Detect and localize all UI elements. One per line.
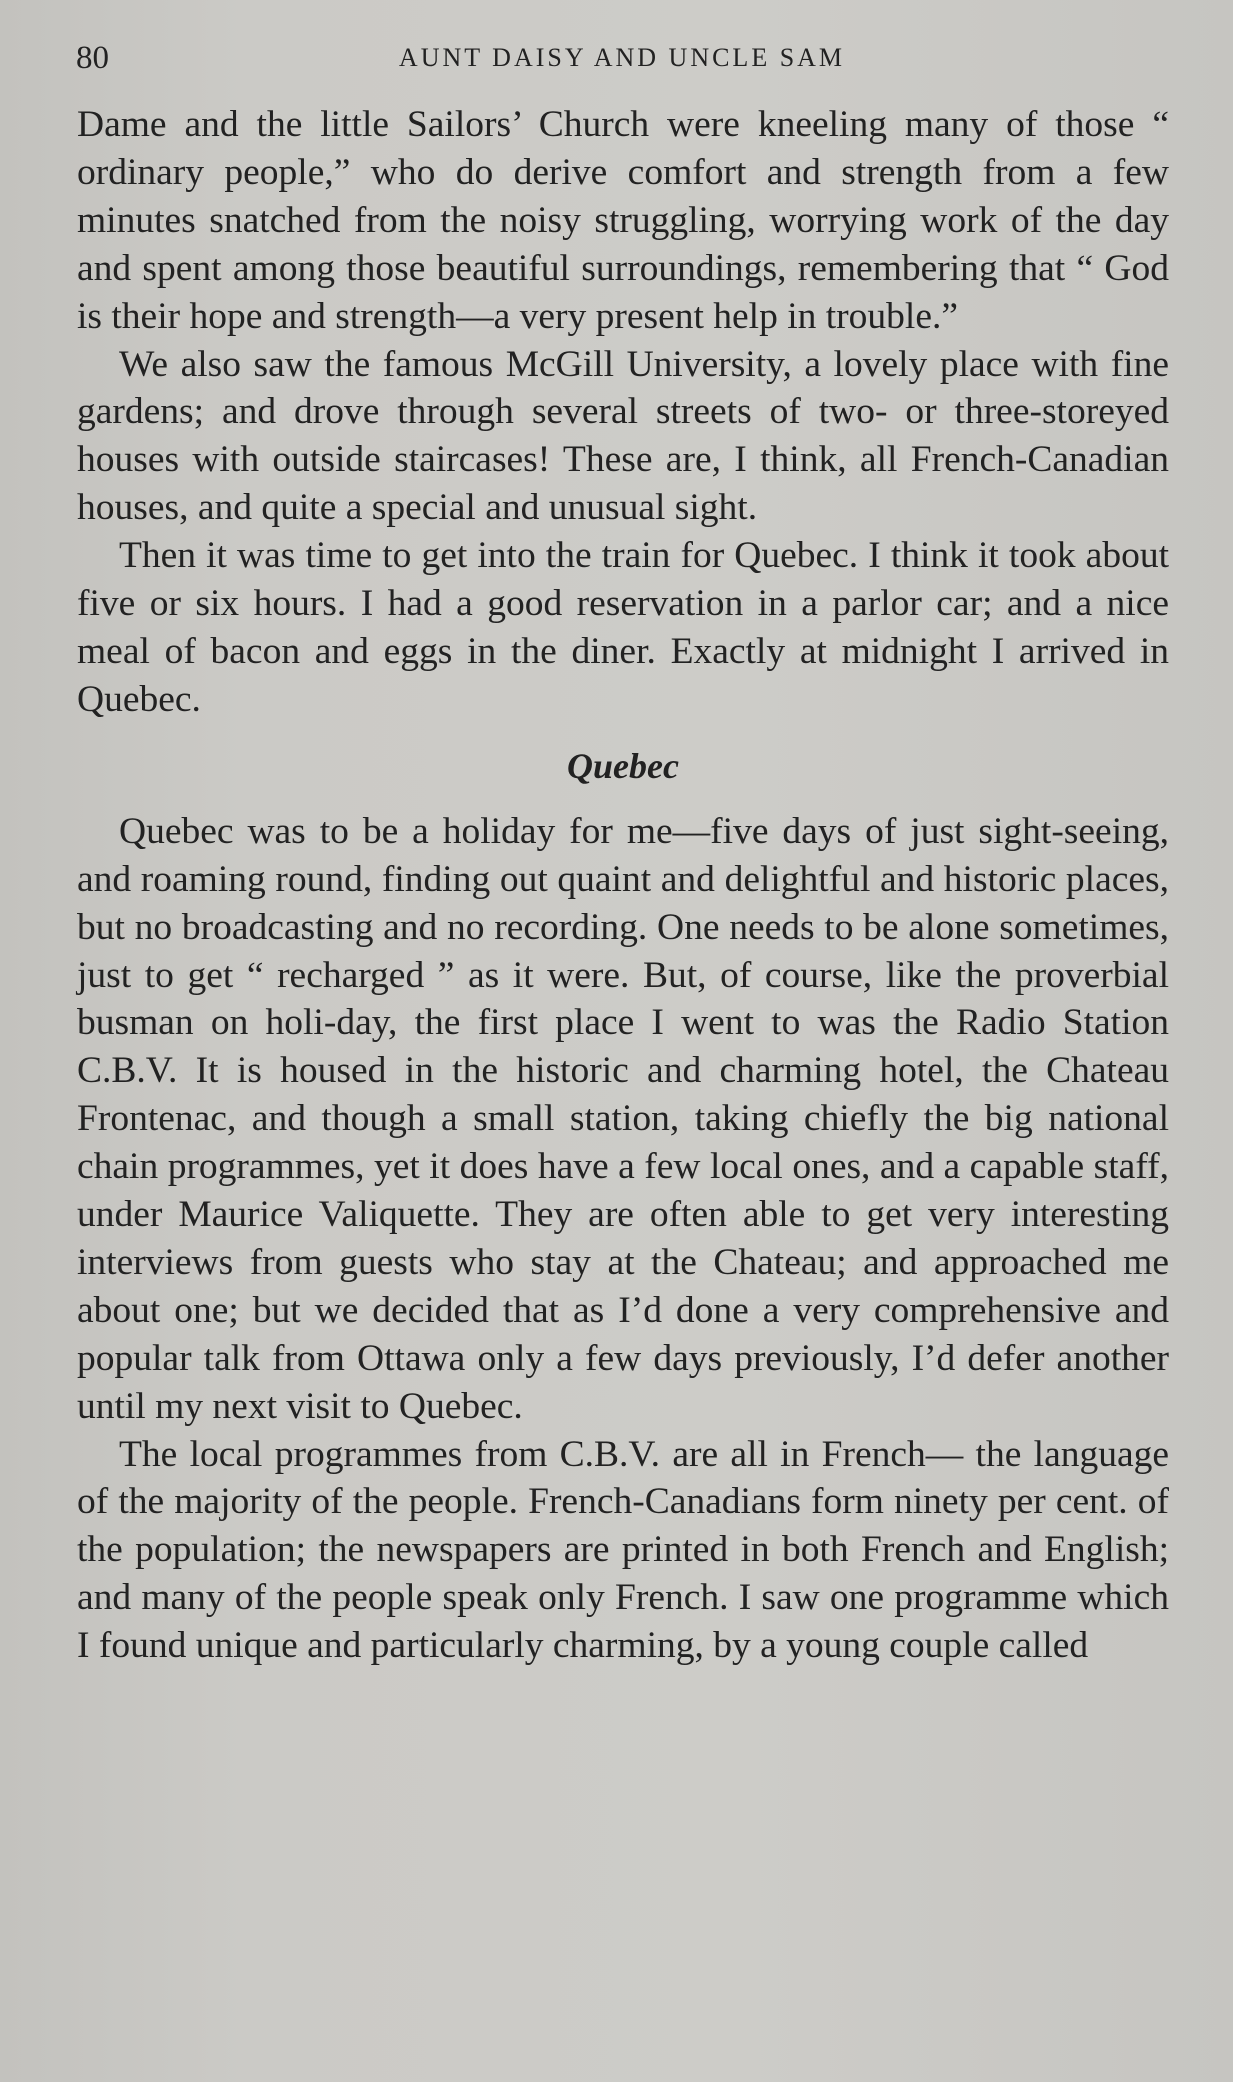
paragraph: The local programmes from C.B.V. are all in French— the language of the majority of the people. French-Canadians form ninety per cent. of the population; the newspapers are printed in both French and English; and many of the people speak only French. I saw one programme which I found unique and particularly charming, by a young couple called: [77, 1433, 1169, 1667]
paragraph: Quebec was to be a holiday for me—five days of just sight-seeing, and roaming round, finding out quaint and delightful and historic places, but no broadcasting and no recording. One needs to be alone sometimes, just to get “ recharged ” as it were. But, of course, like the proverbial busman on holi-day, the first place I went to was the Radio Station C.B.V. It is housed in the historic and charming hotel, the Chateau Frontenac, and though a small station, taking chiefly the big national chain programmes, yet it does have a few local ones, and a capable staff, under Maurice Valiquette. They are often able to get very interesting interviews from guests who stay at the Chateau; and approached me about one; but we decided that as I’d done a very comprehensive and popular talk from Ottawa only a few days previously, I’d defer another until my next visit to Quebec.: [77, 810, 1169, 1427]
paragraph: We also saw the famous McGill University, a lovely place with fine gardens; and drove through several streets of two- or three-storeyed houses with outside staircases! These are, I think, all French-Canadian houses, and quite a special and unusual sight.: [77, 343, 1169, 529]
book-title: AUNT DAISY AND UNCLE SAM: [398, 43, 846, 72]
running-head: [76, 36, 1168, 80]
page-number: 80: [76, 40, 109, 76]
paragraph: Dame and the little Sailors’ Church were kneeling many of those “ ordinary people,” who do derive comfort and strength from a few minutes snatched from the noisy struggling, worrying work of the day and spent among those beautiful surroundings, remembering that “ God is their hope and strength—a very present help in trouble.”: [77, 104, 1169, 337]
body-text: [77, 101, 1169, 1670]
section-heading: Quebec: [567, 745, 679, 786]
paragraph: Then it was time to get into the train for Quebec. I think it took about five or six hours. I had a good reservation in a parlor car; and a nice meal of bacon and eggs in the diner. Exactly at midnight I arrived in Quebec.: [77, 535, 1169, 720]
